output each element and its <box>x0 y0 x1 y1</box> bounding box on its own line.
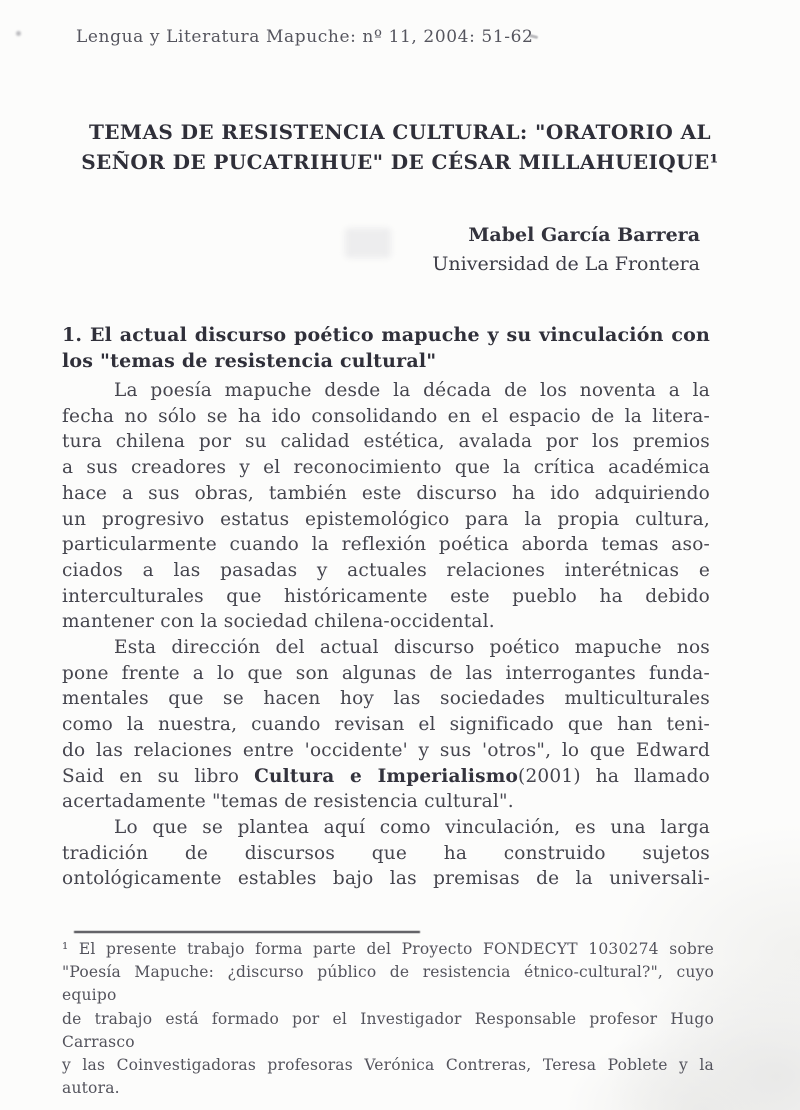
body-line: Lo que se plantea aquí como vinculación, es una larga <box>114 816 710 838</box>
paragraph <box>62 378 710 635</box>
body-line: La poesía mapuche desde la década de los noventa a la <box>114 380 710 401</box>
body-line: interculturales que históricamente este pueblo ha debido <box>62 585 710 607</box>
body-line: hace a sus obras, también este discurso ha ido adquiriendo <box>62 482 710 504</box>
scan-smudge <box>345 228 391 258</box>
author-name: Mabel García Barrera <box>468 224 700 246</box>
body-line: tura chilena por su calidad estética, avalada por los premios <box>62 431 710 453</box>
body-line: fecha no sólo se ha ido consolidando en el espacio de la litera- <box>62 405 710 427</box>
body-line-text: Said en su libro <box>62 765 255 787</box>
body-line: a sus creadores y el reconocimiento que la crítica académica <box>62 457 710 479</box>
footnote-line: y las Coinvestigadoras profesoras Verónica Contreras, Teresa Poblete y la autora. <box>62 1056 714 1098</box>
footnote-rule <box>74 931 420 933</box>
section-heading-line: 1. El actual discurso poético mapuche y su vinculación con <box>62 324 710 346</box>
body-line: ciados a las pasadas y actuales relaciones interétnicas e <box>62 559 710 581</box>
author-block <box>432 221 700 279</box>
book-title: Cultura e Imperialismo <box>254 765 519 787</box>
body-line: ontológicamente estables bajo las premisas de la universali- <box>62 868 710 890</box>
body-line: acertadamente "temas de resistencia cultural". <box>62 791 514 813</box>
body-line <box>62 764 710 790</box>
body-line: como la nuestra, cuando revisan el significado que han teni- <box>62 714 710 736</box>
scan-speck <box>16 31 21 36</box>
article-title-line: TEMAS DE RESISTENCIA CULTURAL: "ORATORIO AL <box>88 120 711 144</box>
body-line: mantener con la sociedad chilena-occidental. <box>62 611 495 633</box>
journal-citation: Lengua y Literatura Mapuche: nº 11, 2004: 51-62 <box>76 27 534 47</box>
body-line: particularmente cuando la reflexión poética aborda temas aso- <box>62 534 710 556</box>
article-body <box>62 322 710 892</box>
section-heading-line: los "temas de resistencia cultural" <box>62 350 437 372</box>
body-line: pone frente a lo que son algunas de las interrogantes funda- <box>62 662 710 684</box>
body-line: un progresivo estatus epistemológico para la propia cultura, <box>62 508 710 530</box>
body-line-text: (2001) ha llamado <box>518 765 710 787</box>
footnote-line: ¹ El presente trabajo forma parte del Proyecto FONDECYT 1030274 sobre <box>62 940 714 958</box>
article-title <box>80 117 720 177</box>
paragraph <box>62 635 710 815</box>
footnote-line: de trabajo está formado por el Investigador Responsable profesor Hugo Carrasco <box>62 1009 714 1051</box>
body-line: Esta dirección del actual discurso poético mapuche nos <box>114 637 710 659</box>
paragraph <box>62 815 710 892</box>
footnote-line: "Poesía Mapuche: ¿discurso público de resistencia étnico-cultural?", cuyo equipo <box>62 963 714 1005</box>
body-line: mentales que se hacen hoy las sociedades multiculturales <box>62 688 710 710</box>
footnote <box>62 938 714 1100</box>
body-line: tradición de discursos que ha construido sujetos <box>62 842 710 864</box>
author-affiliation: Universidad de La Frontera <box>432 253 700 275</box>
body-line: do las relaciones entre 'occidente' y sus 'otros", lo que Edward <box>62 739 710 761</box>
section-heading <box>62 322 710 374</box>
article-title-line: SEÑOR DE PUCATRIHUE" DE CÉSAR MILLAHUEIQUE¹ <box>81 150 719 174</box>
